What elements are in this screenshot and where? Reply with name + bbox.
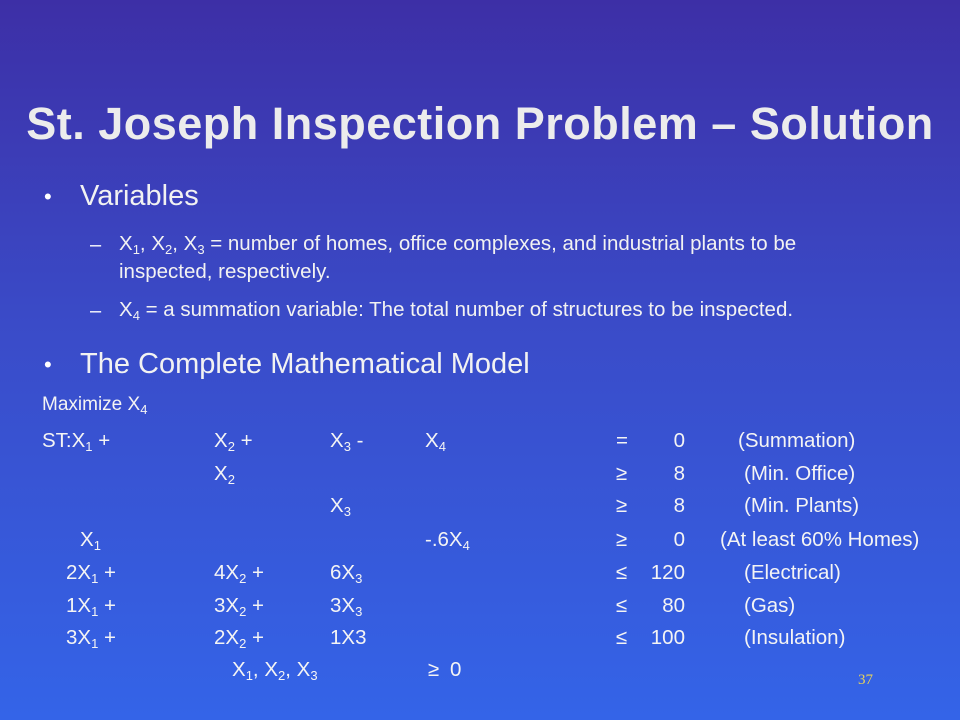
term-x3: $X_3$ - [330, 429, 364, 454]
relation-symbol: ≥ [616, 462, 628, 485]
rhs-value: 0 [673, 429, 685, 452]
relation-symbol: ≥ [616, 494, 628, 517]
bullet-dot: • [44, 352, 52, 377]
term-x4: $-.6X_4$ [425, 528, 470, 553]
variable-definition-x4: $X_4 = a$ summation variable: The total number of structures to be inspected. [119, 298, 794, 323]
variable-definition-x1-x3: $X_1$, $X_2$, $X_3$ = number of homes, office complexes, and industrial plants to be inspected, respectively. [119, 232, 797, 283]
rhs-value: 8 [673, 494, 685, 517]
constraint-note: (Insulation) [744, 626, 846, 649]
term-x1: $X_1$ [80, 528, 101, 553]
nonneg-variables: $X_1$, $X_2$, $X_3$ [232, 658, 318, 683]
relation-symbol: = [616, 429, 628, 452]
relation-symbol: ≤ [616, 561, 628, 584]
term-x1: $ST:X_1$ + [42, 429, 111, 454]
rhs-value: 8 [673, 462, 685, 485]
rhs-value: 0 [673, 528, 685, 551]
page-number: 37 [858, 672, 873, 688]
dash-marker: – [90, 300, 102, 322]
term-x2: $2X_2$ + [214, 626, 264, 651]
bullet-variables: Variables [80, 180, 199, 212]
relation-symbol: ≤ [616, 594, 628, 617]
relation-symbol: ≤ [616, 626, 628, 649]
rhs-value: 0 [450, 658, 462, 681]
term-x3: $6X_3$ [330, 561, 363, 586]
slide-title: St. Joseph Inspection Problem – Solution [26, 98, 934, 149]
term-x3: 1X3 [330, 626, 367, 649]
term-x1: $2X_1$ + [66, 561, 116, 586]
term-x3: $3X_3$ [330, 594, 363, 619]
constraint-note: (Summation) [738, 429, 856, 452]
term-x2: $X_2$ + [214, 429, 253, 454]
term-x2: $X_2$ [214, 462, 235, 487]
constraint-note: (Min. Plants) [744, 494, 860, 517]
dash-marker: – [90, 234, 102, 256]
rhs-value: 80 [662, 594, 685, 617]
term-x4: $X_4$ [425, 429, 446, 454]
constraint-note: (At least 60% Homes) [720, 528, 920, 551]
constraint-note: (Electrical) [744, 561, 841, 584]
rhs-value: 100 [650, 626, 685, 649]
bullet-dot: • [44, 184, 52, 209]
term-x3: $X_3$ [330, 494, 351, 519]
bullet-model: The Complete Mathematical Model [80, 348, 530, 380]
relation-symbol: ≥ [428, 658, 440, 681]
term-x2: $4X_2$ + [214, 561, 264, 586]
constraint-note: (Min. Office) [744, 462, 856, 485]
term-x1: $3X_1$ + [66, 626, 116, 651]
term-x1: $1X_1$ + [66, 594, 116, 619]
relation-symbol: ≥ [616, 528, 628, 551]
term-x2: $3X_2$ + [214, 594, 264, 619]
constraint-note: (Gas) [744, 594, 796, 617]
rhs-value: 120 [650, 561, 685, 584]
objective-function: Maximize $X_4$ [42, 394, 148, 417]
